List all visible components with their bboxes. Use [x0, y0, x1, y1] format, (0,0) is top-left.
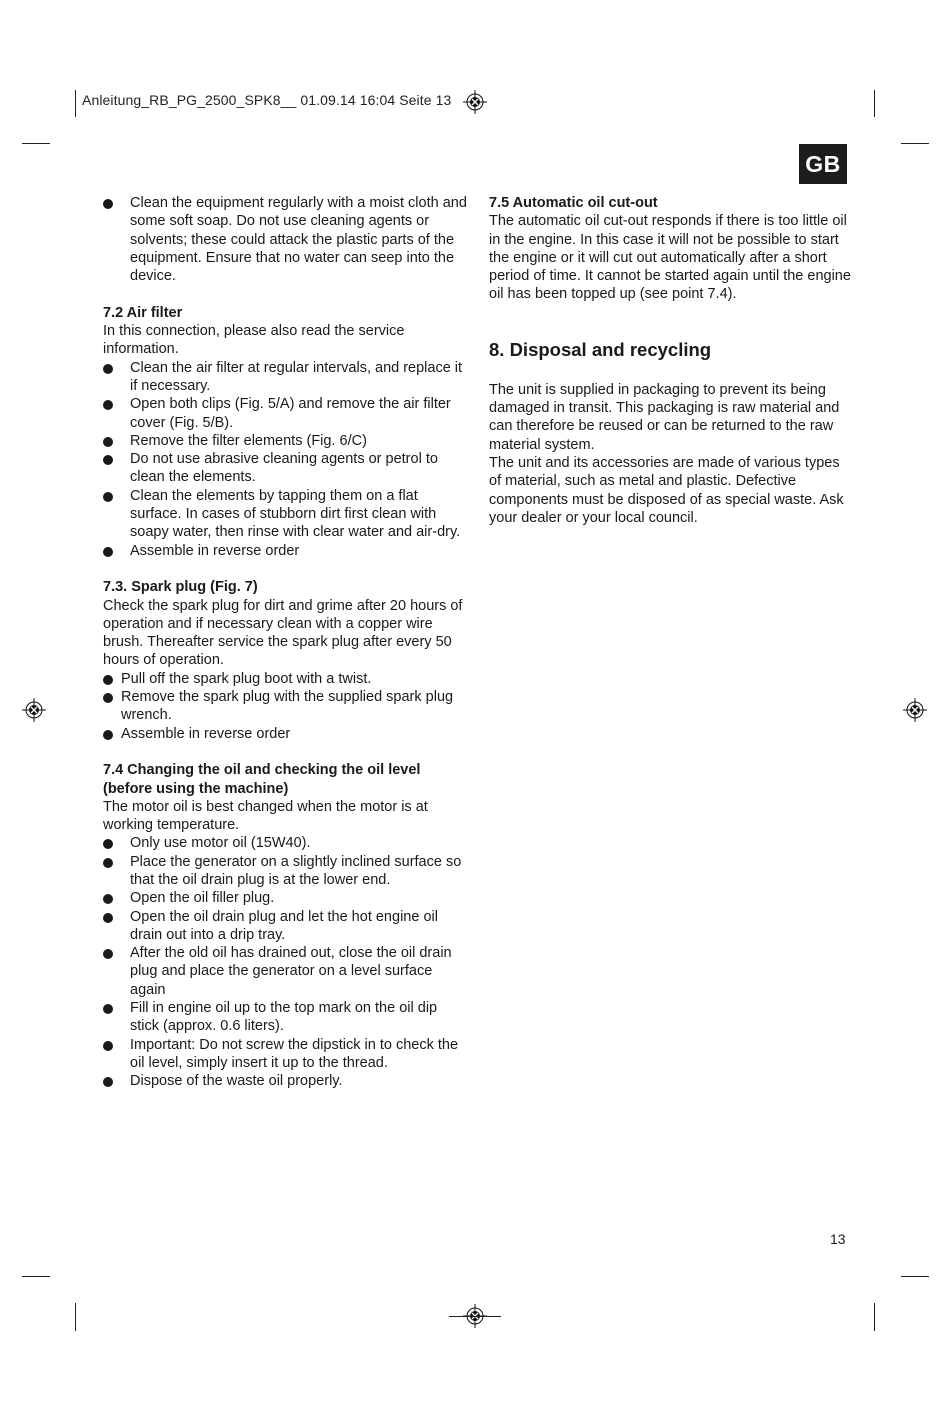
crop-mark-bottom-left-horizontal	[22, 1276, 50, 1277]
list-item: Clean the equipment regularly with a moist cloth and some soft soap. Do not use cleaning agents or solvents; these could attack the plastic parts of the equipment. Ensure that no water can seep into the device.	[103, 194, 468, 285]
air-filter-section	[103, 304, 468, 560]
intro-bullet-list	[103, 194, 468, 285]
disposal-section	[489, 339, 854, 527]
oil-change-section	[103, 761, 468, 1090]
crop-mark-bottom-right-vertical	[874, 1303, 875, 1331]
crop-mark-bottom-left-vertical	[75, 1303, 76, 1331]
oil-change-bullet-list	[103, 834, 468, 1090]
right-column	[489, 194, 854, 527]
spark-plug-section	[103, 578, 468, 743]
list-item: Only use motor oil (15W40).	[103, 834, 468, 852]
registration-line	[449, 1316, 501, 1317]
list-item: Assemble in reverse order	[103, 542, 468, 560]
list-item: Important: Do not screw the dipstick in to check the oil level, simply insert it up to the thread.	[103, 1036, 468, 1073]
crop-mark-top-right-vertical	[874, 90, 875, 117]
list-item: Remove the spark plug with the supplied spark plug wrench.	[103, 688, 468, 725]
section-text: The automatic oil cut-out responds if there is too little oil in the engine. In this case it will not be possible to start the engine or it will cut out automatically after a short period of time. It cannot be started again until the engine oil has been topped up (see point 7.4).	[489, 213, 851, 303]
chapter-heading: 8. Disposal and recycling	[489, 338, 712, 360]
list-item: Place the generator on a slightly inclined surface so that the oil drain plug is at the lower end.	[103, 853, 468, 890]
list-item: Remove the filter elements (Fig. 6/C)	[103, 432, 468, 450]
registration-mark-icon	[903, 698, 927, 722]
list-item: Clean the air filter at regular intervals, and replace it if necessary.	[103, 359, 468, 396]
section-heading: 7.4 Changing the oil and checking the oil level (before using the machine)	[103, 762, 421, 797]
list-item: Pull off the spark plug boot with a twist.	[103, 670, 468, 688]
list-item: After the old oil has drained out, close the oil drain plug and place the generator on a level surface again	[103, 944, 468, 999]
spark-plug-bullet-list	[103, 670, 468, 743]
list-item: Open the oil filler plug.	[103, 889, 468, 907]
language-badge: GB	[799, 144, 847, 184]
list-item: Open the oil drain plug and let the hot engine oil drain out into a drip tray.	[103, 908, 468, 945]
list-item: Dispose of the waste oil properly.	[103, 1072, 468, 1090]
list-item: Do not use abrasive cleaning agents or petrol to clean the elements.	[103, 450, 468, 487]
disposal-paragraph: The unit and its accessories are made of various types of material, such as metal and plastic. Defective components must be disposed of as special waste. Ask your dealer or your local council.	[489, 454, 844, 526]
print-slug: Anleitung_RB_PG_2500_SPK8__ 01.09.14 16:04 Seite 13	[82, 92, 452, 108]
section-heading: 7.5 Automatic oil cut-out	[489, 195, 658, 211]
list-item: Assemble in reverse order	[103, 725, 468, 743]
section-heading: 7.3. Spark plug (Fig. 7)	[103, 579, 258, 596]
left-column	[103, 194, 468, 1091]
crop-mark-top-left-horizontal	[22, 143, 50, 144]
crop-mark-top-right-horizontal	[901, 143, 929, 144]
section-intro: Check the spark plug for dirt and grime after 20 hours of operation and if necessary clean with a copper wire brush. Thereafter service the spark plug after every 50 hours of operation.	[103, 597, 463, 669]
list-item: Open both clips (Fig. 5/A) and remove the air filter cover (Fig. 5/B).	[103, 395, 468, 432]
disposal-paragraph: The unit is supplied in packaging to prevent its being damaged in transit. This packaging is raw material and can therefore be reused or can be returned to the raw material system.	[489, 381, 840, 453]
list-item: Clean the elements by tapping them on a flat surface. In cases of stubborn dirt first clean with soapy water, then rinse with clear water and air-dry.	[103, 487, 468, 542]
crop-mark-top-left-vertical	[75, 90, 76, 117]
registration-mark-icon	[22, 698, 46, 722]
section-intro: In this connection, please also read the service information.	[103, 323, 405, 358]
air-filter-bullet-list	[103, 359, 468, 560]
list-item: Fill in engine oil up to the top mark on the oil dip stick (approx. 0.6 liters).	[103, 999, 468, 1036]
page-number: 13	[830, 1231, 846, 1247]
registration-mark-icon	[463, 90, 487, 114]
crop-mark-bottom-right-horizontal	[901, 1276, 929, 1277]
section-heading: 7.2 Air filter	[103, 304, 183, 321]
section-intro: The motor oil is best changed when the motor is at working temperature.	[103, 798, 428, 834]
oil-cutout-section	[489, 194, 854, 304]
